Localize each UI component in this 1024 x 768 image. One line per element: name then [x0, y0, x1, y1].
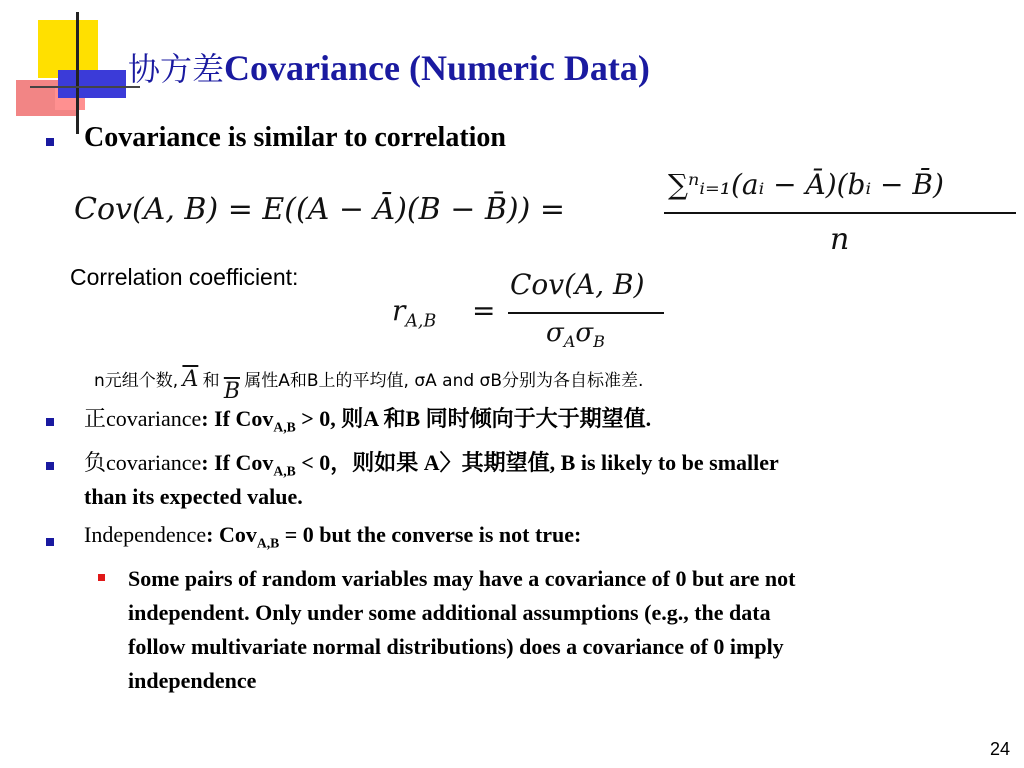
bullet-negative-covariance [84, 446, 779, 479]
positive-rest: > 0, 则A 和B 同时倾向于大于期望值. [295, 406, 652, 431]
correlation-equals: = [472, 294, 496, 327]
logo-vertical-line [76, 12, 79, 134]
correlation-formula-lhs [392, 294, 436, 332]
r-symbol: r [392, 294, 406, 327]
positive-subscript: A,B [273, 419, 296, 435]
bullet-covariance-similar: Covariance is similar to correlation [84, 122, 506, 153]
negative-word: covariance [106, 450, 202, 475]
correlation-label: Correlation coefficient: [70, 264, 299, 290]
negative-if-cov: : If Cov [201, 450, 274, 475]
bullet-positive-covariance [84, 402, 651, 435]
sigma-b-subscript: B [593, 332, 605, 352]
negative-cn: 负 [84, 451, 107, 476]
bullet-independence [84, 522, 581, 551]
independence-cov: : Cov [206, 522, 257, 547]
note-line [94, 366, 644, 404]
page-number: 24 [989, 739, 1010, 759]
negative-line2: than its expected value. [84, 484, 303, 509]
covariance-formula-denominator: n [830, 222, 850, 257]
note-and: 和 [202, 371, 220, 391]
positive-cn: 正 [84, 407, 107, 432]
sigma-b: σ [575, 318, 594, 348]
bullet-marker [46, 462, 54, 470]
correlation-numerator: Cov(A, B) [510, 268, 645, 301]
bullet-marker [46, 538, 54, 546]
independence-subscript: A,B [256, 535, 280, 551]
bullet-marker [46, 418, 54, 426]
covariance-fraction-bar [664, 212, 1016, 214]
negative-rest: < 0，则如果 A〉其期望值, B is likely to be smaller [295, 450, 779, 475]
sub-bullet-line4: independence [128, 668, 257, 693]
logo-horizontal-line [30, 86, 140, 88]
sub-bullet-line1: Some pairs of random variables may have a covariance of 0 but are not [128, 566, 796, 591]
independence-rest: = 0 but the converse is not true: [279, 522, 582, 547]
logo-blue-square [58, 70, 126, 98]
independence-word: Independence [84, 522, 207, 547]
sigma-a: σ [546, 318, 564, 348]
positive-word: covariance [106, 406, 202, 431]
slide-title [128, 44, 650, 90]
covariance-formula-lhs: Cov(A, B) = E((A − Ā)(B − B̄)) = [74, 192, 566, 227]
sub-bullet-text [128, 562, 796, 698]
bullet-marker [46, 138, 54, 146]
correlation-denominator [546, 318, 605, 351]
sub-bullet-marker [98, 574, 105, 581]
sigma-a-subscript: A [563, 332, 576, 352]
note-part2: 属性A和B上的平均值, σA and σB分别为各自标准差. [244, 371, 644, 391]
note-symbol-a-mean: $\overline{A}$ [182, 367, 199, 392]
r-subscript: A,B [405, 311, 437, 332]
note-part1: n元组个数, [94, 371, 179, 391]
note-symbol-b-mean: $\overline{B}$ [223, 379, 240, 404]
positive-if-cov: : If Cov [201, 406, 274, 431]
covariance-formula-numerator: ∑ⁿᵢ₌₁(aᵢ − Ā)(bᵢ − B̄) [668, 168, 944, 201]
title-chinese: 协方差 [128, 50, 225, 88]
title-english: Covariance (Numeric Data) [224, 48, 650, 88]
sub-bullet-line2: independent. Only under some additional assumptions (e.g., the data [128, 600, 771, 625]
slide-logo [0, 0, 140, 140]
sub-bullet-line3: follow multivariate normal distributions) does a covariance of 0 imply [128, 634, 784, 659]
correlation-fraction-bar [508, 312, 664, 314]
negative-subscript: A,B [273, 463, 296, 479]
